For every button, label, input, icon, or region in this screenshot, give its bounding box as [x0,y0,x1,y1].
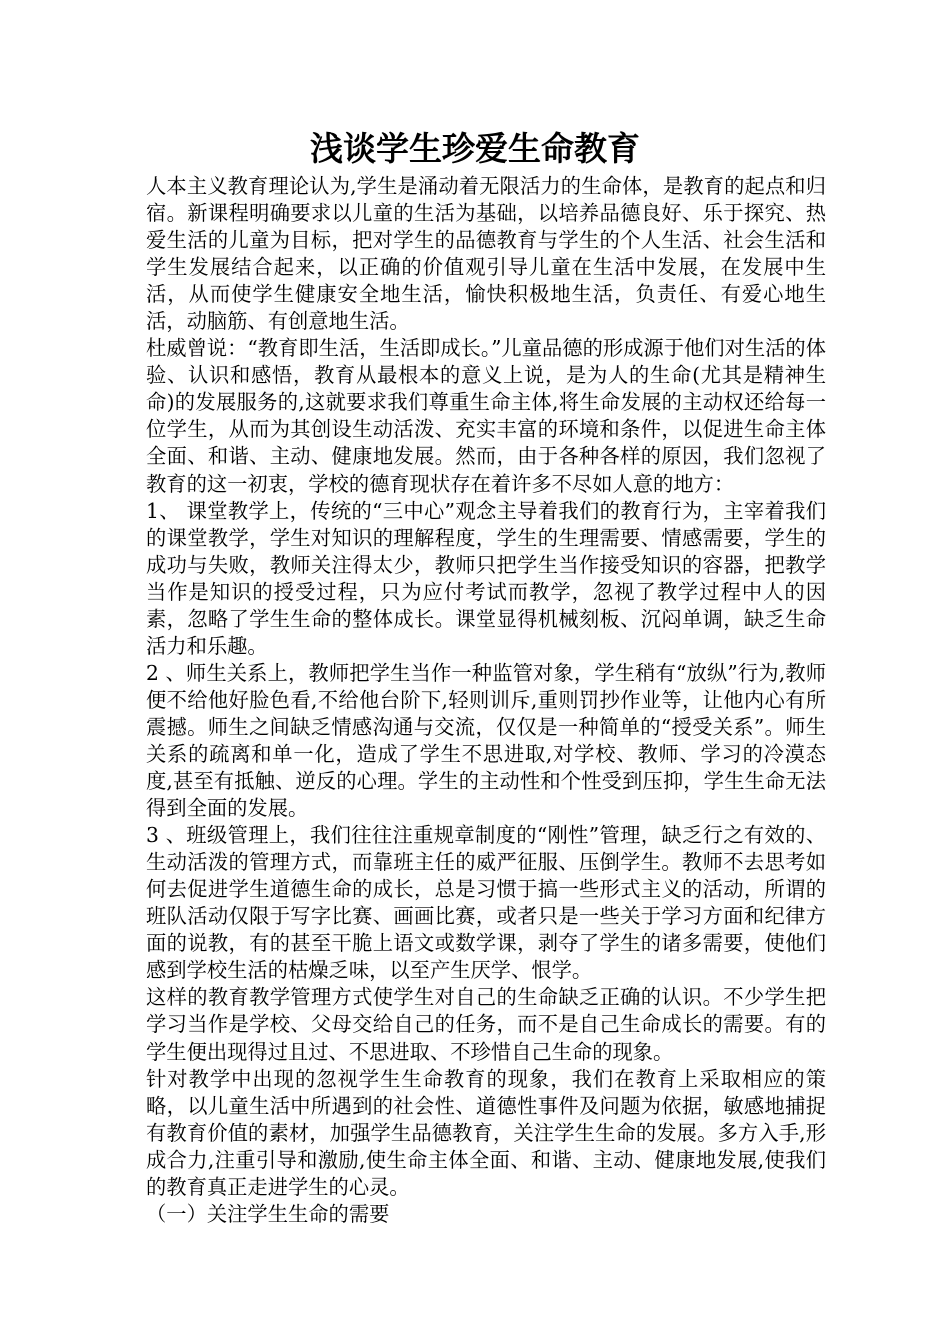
paragraph-dewey-quote: 杜威曾说：“教育即生活，生活即成长。”儿童品德的形成源于他们对生活的体验、认识和感悟，教育从最根本的意义上说，是为人的生命(尤其是精神生命)的发展服务的,这就要求我们尊重生命主体,将生命发展的主动权还给每一位学生，从而为其创设生动活泼、充实丰富的环境和条件，以促进生命主体全面、和谐、主动、健康地发展。然而，由于各种各样的原因，我们忽视了教育的这一初衷，学校的德育现状存在着许多不尽如人意的地方： [146,336,826,496]
paragraph-intro: 人本主义教育理论认为,学生是涌动着无限活力的生命体，是教育的起点和归宿。新课程明确要求以儿童的生活为基础，以培养品德良好、乐于探究、热爱生活的儿童为目标，把对学生的品德教育与学生的个人生活、社会生活和学生发展结合起来，以正确的价值观引导儿童在生活中发展，在发展中生活，从而使学生健康安全地生活，愉快积极地生活，负责任、有爱心地生活，动脑筋、有创意地生活。 [146,174,826,334]
document-title: 浅谈学生珍爱生命教育 [310,129,640,168]
paragraph-strategy: 针对教学中出现的忽视学生生命教育的现象，我们在教育上采取相应的策略，以儿童生活中所遇到的社会性、道德性事件及问题为依据，敏感地捕捉有教育价值的素材，加强学生品德教育，关注学生生命的发展。多方入手,形成合力,注重引导和激励,使生命主体全面、和谐、主动、健康地发展,使我们的教育真正走进学生的心灵。 [146,1066,826,1199]
paragraph-classroom-teaching: 1、 课堂教学上，传统的“三中心”观念主导着我们的教育行为，主宰着我们的课堂教学，学生对知识的理解程度，学生的生理需要、情感需要，学生的成功与失败，教师关注得太少，教师只把学生当作接受知识的容器，把教学当作是知识的授受过程，只为应付考试而教学，忽视了教学过程中人的因素，忽略了学生生命的整体成长。课堂显得机械刻板、沉闷单调，缺乏生命活力和乐趣。 [146,498,826,658]
section-heading: （一）关注学生生命的需要 [146,1201,390,1226]
paragraph-class-management: 3 、班级管理上，我们往往注重规章制度的“刚性”管理，缺乏行之有效的、生动活泼的管理方式，而靠班主任的威严征服、压倒学生。教师不去思考如何去促进学生道德生命的成长，总是习惯于搞一些形式主义的活动，所谓的班队活动仅限于写字比赛、画画比赛，或者只是一些关于学习方面和纪律方面的说教，有的甚至干脆上语文或数学课，剥夺了学生的诸多需要，使他们感到学校生活的枯燥乏味，以至产生厌学、恨学。 [146,823,826,983]
paragraph-consequence: 这样的教育教学管理方式使学生对自己的生命缺乏正确的认识。不少学生把学习当作是学校、父母交给自己的任务，而不是自己生命成长的需要。有的学生便出现得过且过、不思进取、不珍惜自己生命的现象。 [146,985,826,1064]
document-body [146,173,826,1228]
paragraph-teacher-student-relation: 2 、师生关系上，教师把学生当作一种监管对象，学生稍有“放纵”行为,教师便不给他好脸色看,不给他台阶下,轻则训斥,重则罚抄作业等，让他内心有所震撼。师生之间缺乏情感沟通与交流，仅仅是一种简单的“授受关系”。师生关系的疏离和单一化，造成了学生不思进取,对学校、教师、学习的冷漠态度,甚至有抵触、逆反的心理。学生的主动性和个性受到压抑，学生生命无法得到全面的发展。 [146,660,826,821]
